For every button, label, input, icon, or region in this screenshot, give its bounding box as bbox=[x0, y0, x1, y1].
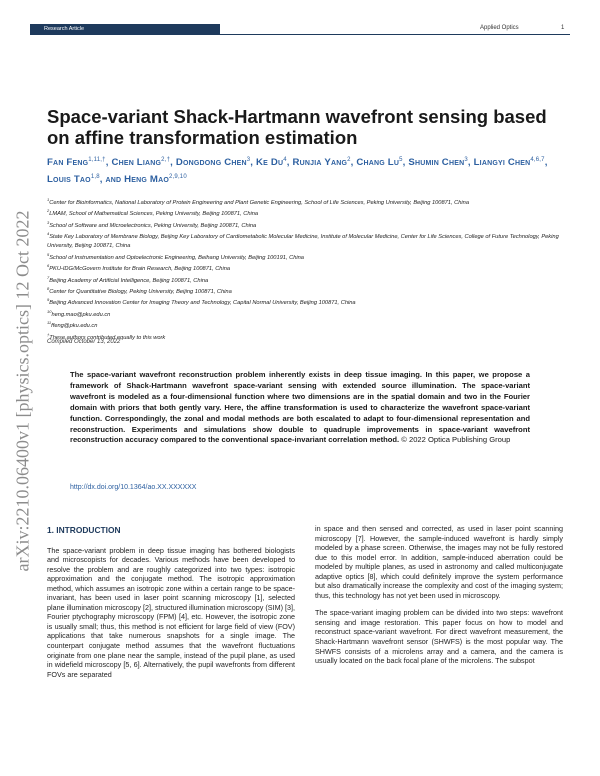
affiliation-text: School of Instrumentation and Optoelectronic Engineering, Beihang University, Beijing 100191, China bbox=[49, 254, 304, 261]
abstract bbox=[70, 370, 530, 446]
author-affil-sup: 2,† bbox=[161, 157, 171, 163]
affiliation-text: Center for Quantitative Biology, Peking University, Beijing 100871, China bbox=[49, 288, 232, 295]
affiliation-item bbox=[47, 251, 562, 262]
affiliation-item bbox=[47, 274, 562, 285]
author-name: Chang Lu bbox=[356, 157, 400, 169]
section-heading: 1. INTRODUCTION bbox=[47, 525, 121, 535]
affiliation-sup: 4 bbox=[47, 231, 50, 237]
affiliation-item bbox=[47, 331, 562, 342]
affiliation-item bbox=[47, 207, 562, 218]
affiliations bbox=[47, 196, 562, 342]
affiliation-item bbox=[47, 230, 562, 250]
doi-link[interactable]: http://dx.doi.org/10.1364/ao.XX.XXXXXX bbox=[70, 484, 197, 491]
author-affil-sup: 1,11,† bbox=[88, 157, 106, 163]
affiliation-sup: 11 bbox=[47, 320, 52, 326]
journal-name: Applied Optics bbox=[480, 25, 519, 31]
affiliation-sup: 6 bbox=[47, 263, 50, 269]
author-name: Heng Mao bbox=[124, 174, 169, 186]
affiliation-text: Beijing Advanced Innovation Center for Imaging Theory and Technology, Capital Normal University, Beijing 100871, China bbox=[49, 300, 356, 307]
intro-paragraph-2: in space and then sensed and corrected, as used in laser point scanning microscopy [7]. However, the sample-induced wavefront is hardly simply modeled by a phase screen. Otherwise, the images may not be fully restored due to this model error. In addition, sample-induced aberration could be modeled by multiple planes, as used in astronomy and called multiconjugate adaptive optics [8], which could definitely improve the system performance but also dramatically increase the complexity and cost of the imaging system; thus, this technology has not yet been used in microscopy. bbox=[315, 524, 563, 600]
affiliation-text: Center for Bioinformatics, National Laboratory of Protein Engineering and Plant Genetic Engineering, School of Life Sciences, Peking University, Beijing 100871, China bbox=[49, 199, 469, 206]
arxiv-stamp-area bbox=[2, 186, 44, 596]
affiliation-item bbox=[47, 308, 562, 319]
header-rule bbox=[220, 34, 570, 35]
column-left bbox=[47, 526, 295, 687]
compiled-date: Compiled October 13, 2022 bbox=[47, 339, 121, 345]
affiliation-text: State Key Laboratory of Membrane Biology, Beijing Key Laboratory of Cardiometabolic Molecular Medicine, Institute of Molecular Medicine, Center for Life Sciences, College of Future Technology, Peking University, Beijing 100871, China bbox=[47, 234, 559, 249]
author-affil-sup: 1,8 bbox=[90, 174, 100, 181]
affiliation-text: These authors contributed equally to this work bbox=[49, 334, 166, 341]
author-name: Fan Feng bbox=[47, 157, 89, 169]
author-affil-sup: 3 bbox=[246, 157, 251, 163]
affiliation-sup: 9 bbox=[47, 297, 50, 303]
article-type-tag: Research Article bbox=[30, 24, 220, 35]
affiliation-sup: 10 bbox=[47, 308, 52, 314]
affiliation-sup: 8 bbox=[47, 285, 50, 291]
affiliation-sup: 1 bbox=[47, 197, 50, 202]
affiliation-item bbox=[47, 296, 562, 307]
affiliation-item bbox=[47, 319, 562, 330]
affiliation-text: PKU-IDG/McGovern Institute for Brain Research, Beijing 100871, China bbox=[49, 265, 231, 272]
author-affil-sup: 4 bbox=[283, 157, 287, 163]
affiliation-text: heng.mao@pku.edu.cn bbox=[51, 311, 111, 318]
paper-title: Space-variant Shack-Hartmann wavefront sensing based on affine transformation estimation bbox=[47, 106, 547, 148]
author-affil-sup: 2,9,10 bbox=[169, 174, 187, 181]
copyright: © 2022 Optica Publishing Group bbox=[401, 435, 511, 445]
author-name: Chen Liang bbox=[111, 157, 162, 169]
affiliation-item bbox=[47, 196, 562, 207]
column-right bbox=[315, 524, 563, 674]
affiliation-text: School of Software and Microelectronics, Peking University, Beijing 100871, China bbox=[49, 222, 257, 229]
affiliation-sup: 7 bbox=[47, 274, 50, 280]
author-name: Louis Tao bbox=[47, 174, 91, 186]
arxiv-stamp: arXiv:2210.06400v1 [physics.optics] 12 Oct 2022 bbox=[12, 210, 33, 572]
author-name: Liangyi Chen bbox=[473, 157, 531, 169]
author-affil-sup: 3 bbox=[464, 157, 468, 163]
affiliation-sup: 5 bbox=[47, 251, 50, 257]
author-list: Fan Feng$^{1,11,\dagger}$, Chen Liang$^{2,\dagger}$, Dongdong Chen$^3$, Ke Du$^4$, Runjia Yang$^2$, Chang Lu$^5$, Shumin Chen$^3$, Liangyi Chen$^{4,6,7}$, Louis Tao$^{1,8}$, and Heng Mao$^{2,9,10}$ bbox=[47, 157, 548, 186]
page-number: 1 bbox=[561, 25, 565, 31]
affiliation-text: ffeng@pku.edu.cn bbox=[51, 323, 98, 330]
author-name: Ke Du bbox=[256, 157, 284, 169]
author-affil-sup: 2 bbox=[347, 157, 351, 163]
affiliation-item bbox=[47, 262, 562, 273]
affiliation-text: LMAM, School of Mathematical Sciences, Peking University, Beijing 100871, China bbox=[49, 211, 259, 218]
author-name: Runjia Yang bbox=[292, 157, 348, 169]
intro-paragraph-3: The space-variant imaging problem can be divided into two steps: wavefront sensing and image restoration. This paper focus on how to model and reconstruct space-variant wavefront. For direct wavefront measurement, the Shack-Hartmann wavefront sensor (SHWFS) is the most popular way. The SHWFS consists of a microlens array and a camera, and the camera is usually located on the back focal plane of the microlens. The subspot bbox=[315, 608, 563, 666]
author-affil-sup: 5 bbox=[399, 157, 403, 163]
intro-paragraph-1: The space-variant problem in deep tissue imaging has bothered biologists and microscopists for decades. Various methods have been developed to resolve the problem and are roughly categorized into two types: isotropic approximation and the conjugate method. The isotropic approximation method, which assumes an isotropic zone within a certain range to be space-invariant, has been used in laser point scanning microscopy [1], selected plane illumination microscopy [2], structured illumination microscopy (SIM) [3], Fourier ptychography microscopy (FPM) [4], etc. However, the isotropic zone is usually small; thus, this method is not efficient for large field of view (FOV) applications that take numerous snapshots for a single image. The counterpart conjugate method assumes that the wavefront fluctuations originate from one plane near the sample, instead of the pupil plane, as used in widefield microscopy [5, 6]. Alternatively, the pupil wavefronts from different FOVs are separated bbox=[47, 545, 295, 679]
author-name: Dongdong Chen bbox=[175, 157, 247, 169]
affiliation-sup: 3 bbox=[47, 219, 50, 225]
author-affil-sup: 4,6,7 bbox=[530, 157, 545, 163]
affiliation-item bbox=[47, 285, 562, 296]
author-name: Shumin Chen bbox=[408, 157, 465, 169]
affiliation-sup: † bbox=[47, 331, 50, 337]
affiliation-sup: 2 bbox=[47, 208, 50, 214]
affiliation-item bbox=[47, 219, 562, 230]
affiliation-text: Beijing Academy of Artificial Intelligence, Beijing 100871, China bbox=[49, 277, 209, 284]
abstract-text: The space-variant wavefront reconstruction problem inherently exists in deep tissue imaging. In this paper, we propose a framework of Shack-Hartmann wavefront space-variant sensing with extended source illumination. The space-variant wavefront is modeled as a four-dimensional function where two dimensions are in the spatial domain and two in the Fourier domain with priors that both gently vary. Here, the affine transformation is used to characterize the wavefront space-variant function. Correspondingly, the zonal and modal methods are both escalated to adapt to four-dimensional representation and reconstruction. Experiments and simulations show double to quadruple improvements in space-variant wavefront reconstruction accuracy compared to the conventional space-invariant correlation method. bbox=[70, 370, 530, 445]
